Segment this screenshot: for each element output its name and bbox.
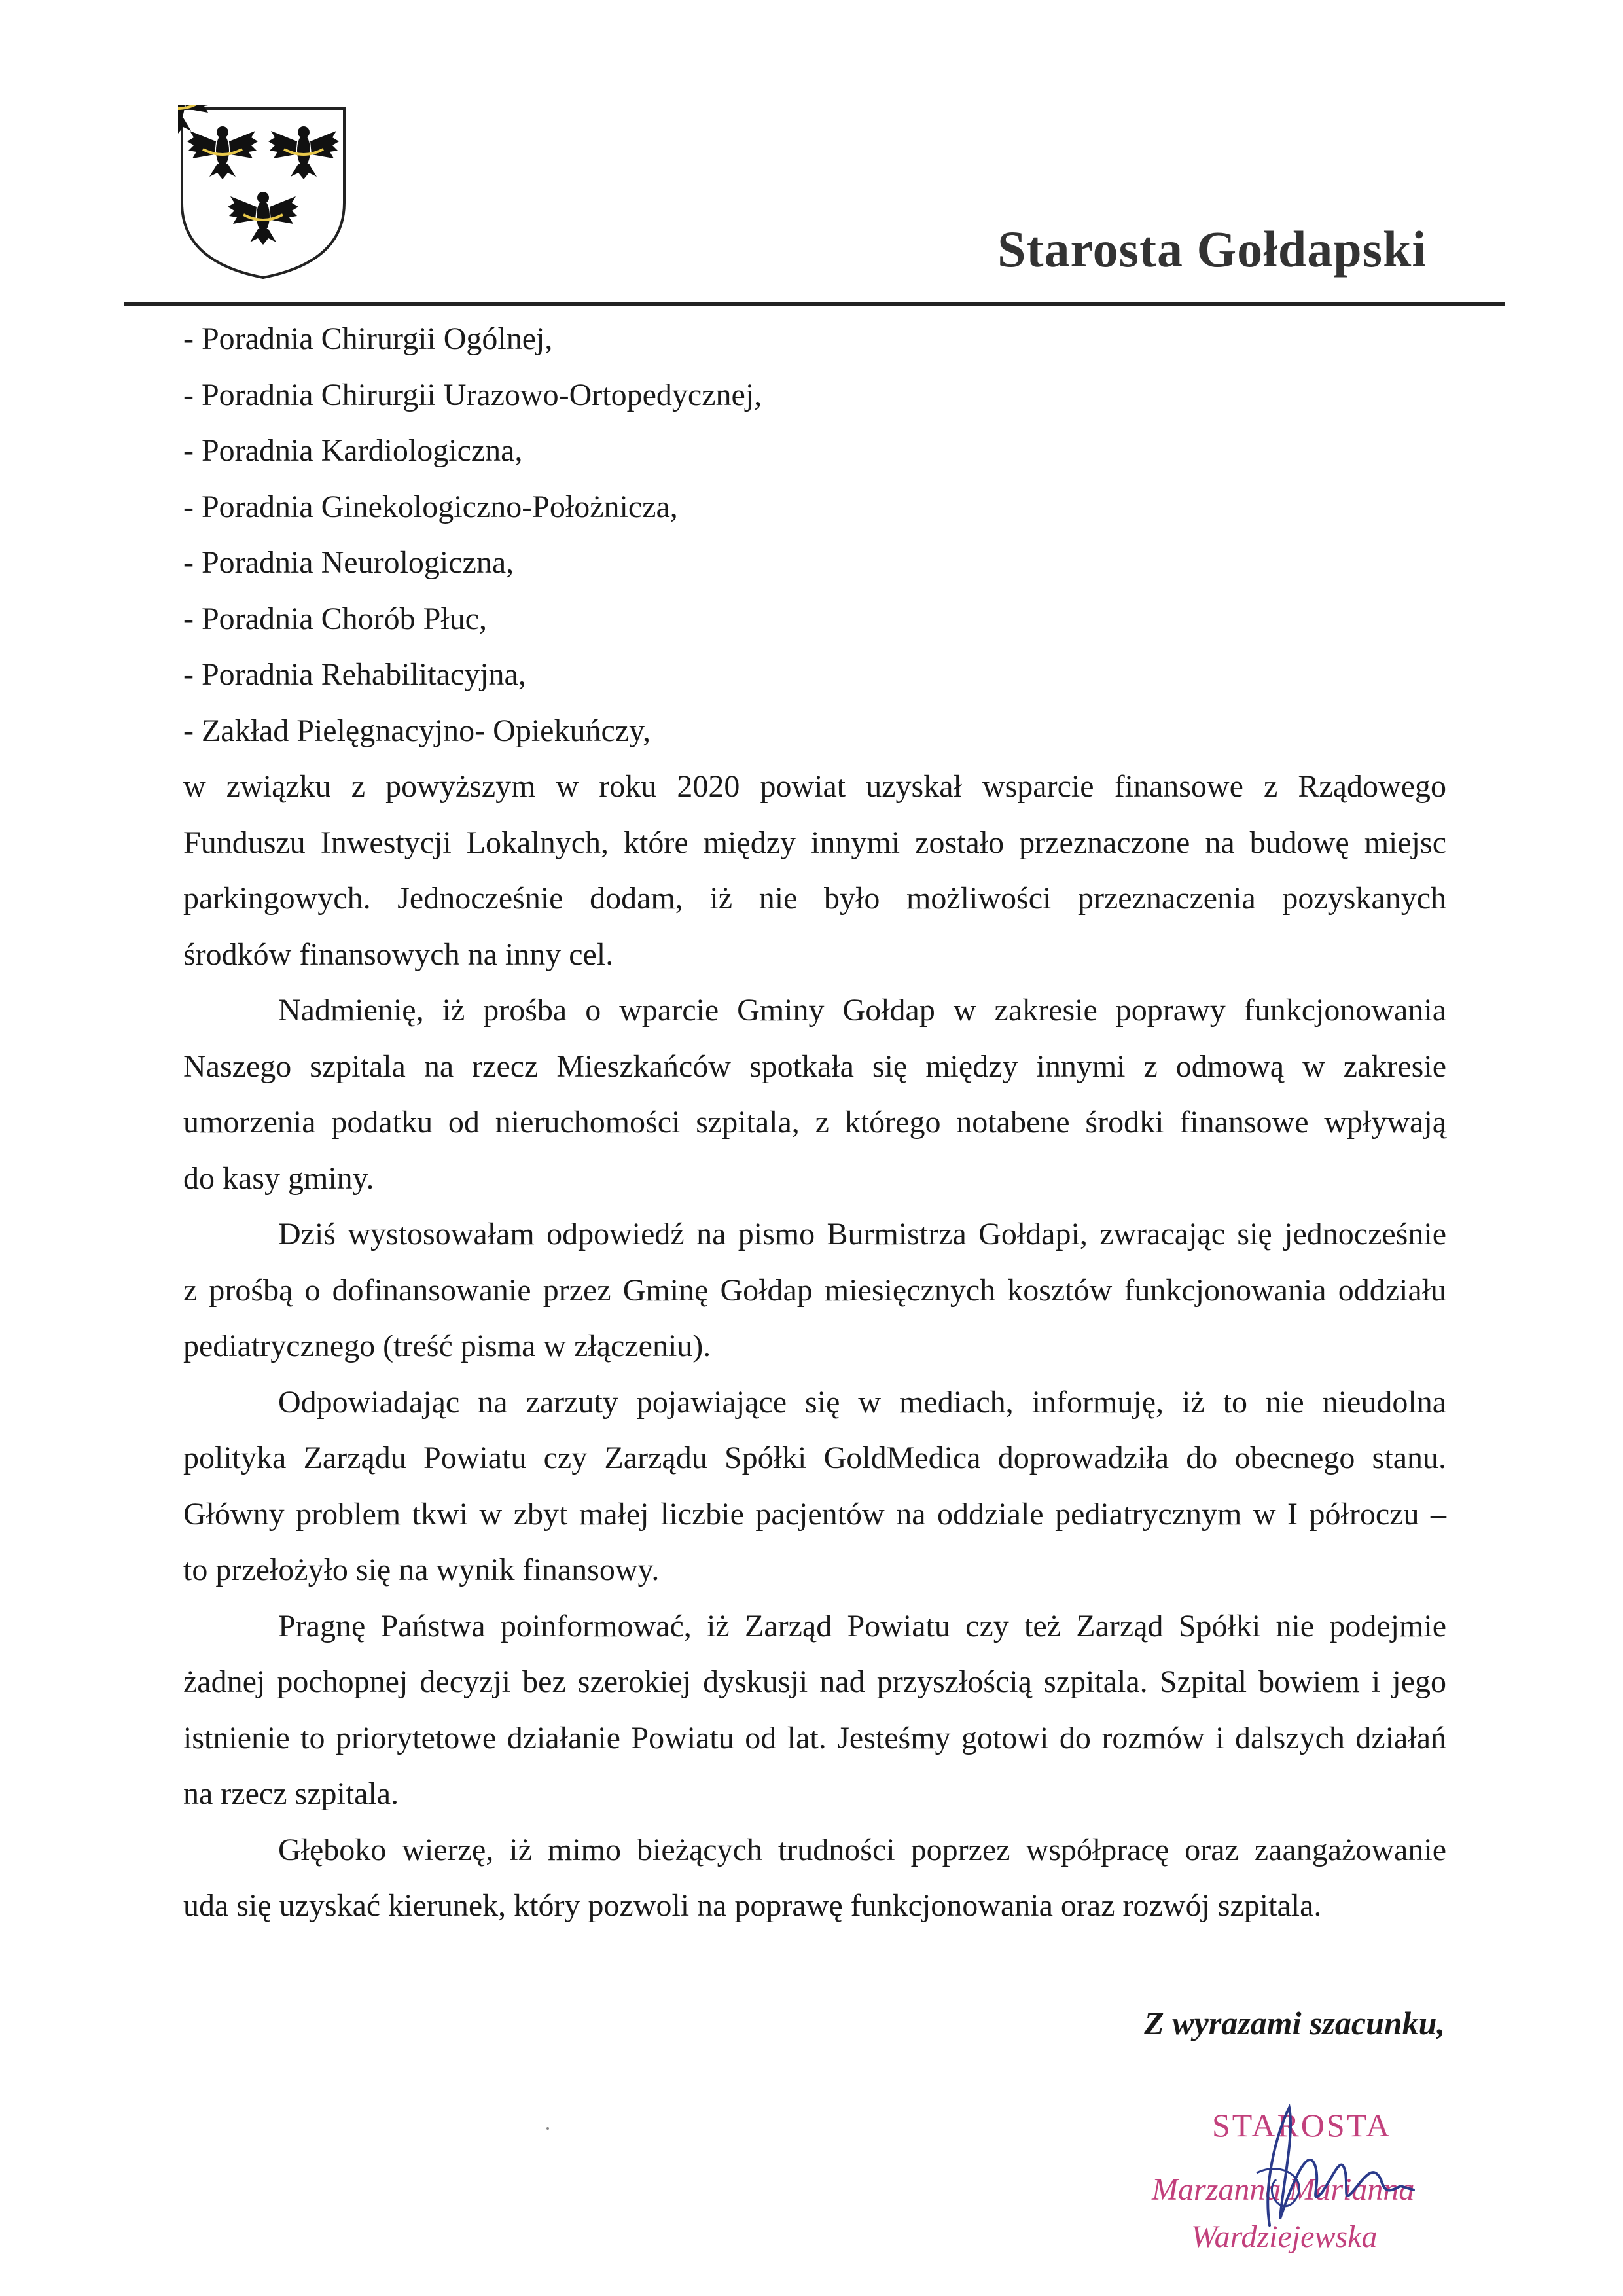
text-line: z prośbą o dofinansowanie przez Gminę Gołdap miesięcznych kosztów funkcjonowania oddziału: [183, 1272, 1446, 1308]
text-line: Naszego szpitala na rzecz Mieszkańców spotkała się między innymi z odmową w zakresie: [183, 1049, 1446, 1084]
text-line: pediatrycznego (treść pisma w złączeniu).: [183, 1329, 711, 1363]
text-line: Dziś wystosowałam odpowiedź na pismo Burmistrza Gołdapi, zwracając się jednocześnie: [278, 1217, 1446, 1251]
paragraph: [183, 1206, 1446, 1374]
list-item: - Poradnia Chirurgii Urazowo-Ortopedycznej,: [183, 377, 762, 412]
text-line: na rzecz szpitala.: [183, 1776, 399, 1811]
stamp-name-line2: Wardziejewska: [1191, 2219, 1378, 2254]
list-item: - Poradnia Neurologiczna,: [183, 545, 514, 580]
paragraph: [183, 1374, 1446, 1598]
text-line: Odpowiadając na zarzuty pojawiające się w mediach, informuję, iż to nie nieudolna: [278, 1384, 1446, 1420]
list-item: - Zakład Pielęgnacyjno- Opiekuńczy,: [183, 713, 651, 748]
paragraph: [183, 1822, 1446, 1934]
stamp-name-line1: Marzanna Marianna: [1152, 2172, 1415, 2207]
text-line: istnienie to priorytetowe działanie Powiatu od lat. Jesteśmy gotowi do rozmów i dalszych działań: [183, 1720, 1446, 1755]
closing-salutation: Z wyrazami szacunku,: [1144, 2005, 1445, 2041]
text-line: polityka Zarządu Powiatu czy Zarządu Spółki GoldMedica doprowadziła do obecnego stanu.: [183, 1441, 1446, 1475]
text-line: żadnej pochopnej decyzji bez szerokiej dyskusji nad przyszłością szpitala. Szpital bowiem i jego: [183, 1664, 1446, 1699]
list-item: - Poradnia Rehabilitacyjna,: [183, 657, 526, 692]
list-item: - Poradnia Ginekologiczno-Położnicza,: [183, 489, 678, 524]
paragraph: [183, 982, 1446, 1206]
text-line: w związku z powyższym w roku 2020 powiat uzyskał wsparcie finansowe z Rządowego: [183, 769, 1446, 804]
paragraph: [183, 759, 1446, 982]
text-line: to przełożyło się na wynik finansowy.: [183, 1552, 660, 1587]
stamp-title: STAROSTA: [1212, 2107, 1392, 2144]
text-line: do kasy gminy.: [183, 1160, 374, 1196]
list-item: - Poradnia Chorób Płuc,: [183, 601, 487, 636]
paragraph: [183, 1598, 1446, 1822]
text-line: uda się uzyskać kierunek, który pozwoli na poprawę funkcjonowania oraz rozwój szpitala.: [183, 1888, 1322, 1923]
list-item: - Poradnia Kardiologiczna,: [183, 433, 523, 468]
coat-of-arms-icon: [178, 105, 348, 281]
organization-name: Starosta Gołdapski: [997, 221, 1427, 278]
text-line: Główny problem tkwi w zbyt małej liczbie pacjentów na oddziale pediatrycznym w I półroczu –: [183, 1496, 1446, 1532]
text-line: Pragnę Państwa poinformować, iż Zarząd Powiatu czy też Zarząd Spółki nie podejmie: [278, 1608, 1446, 1643]
text-line: Głęboko wierzę, iż mimo bieżących trudności poprzez współpracę oraz zaangażowanie: [278, 1832, 1446, 1867]
handwritten-signature: [1217, 2094, 1453, 2251]
header-divider: [124, 302, 1505, 306]
official-stamp: [1139, 2094, 1479, 2265]
text-line: środków finansowych na inny cel.: [183, 937, 614, 972]
list-item: - Poradnia Chirurgii Ogólnej,: [183, 321, 553, 356]
text-line: Funduszu Inwestycji Lokalnych, które między innymi zostało przeznaczone na budowę miejsc: [183, 825, 1446, 860]
letter-body: [183, 311, 1446, 1934]
text-line: Nadmienię, iż prośba o wparcie Gminy Gołdap w zakresie poprawy funkcjonowania: [278, 993, 1446, 1028]
text-line: parkingowych. Jednocześnie dodam, iż nie było możliwości przeznaczenia pozyskanych: [183, 881, 1446, 916]
text-line: umorzenia podatku od nieruchomości szpitala, z którego notabene środki finansowe wpływają: [183, 1105, 1446, 1139]
scan-speck: [546, 2127, 549, 2130]
